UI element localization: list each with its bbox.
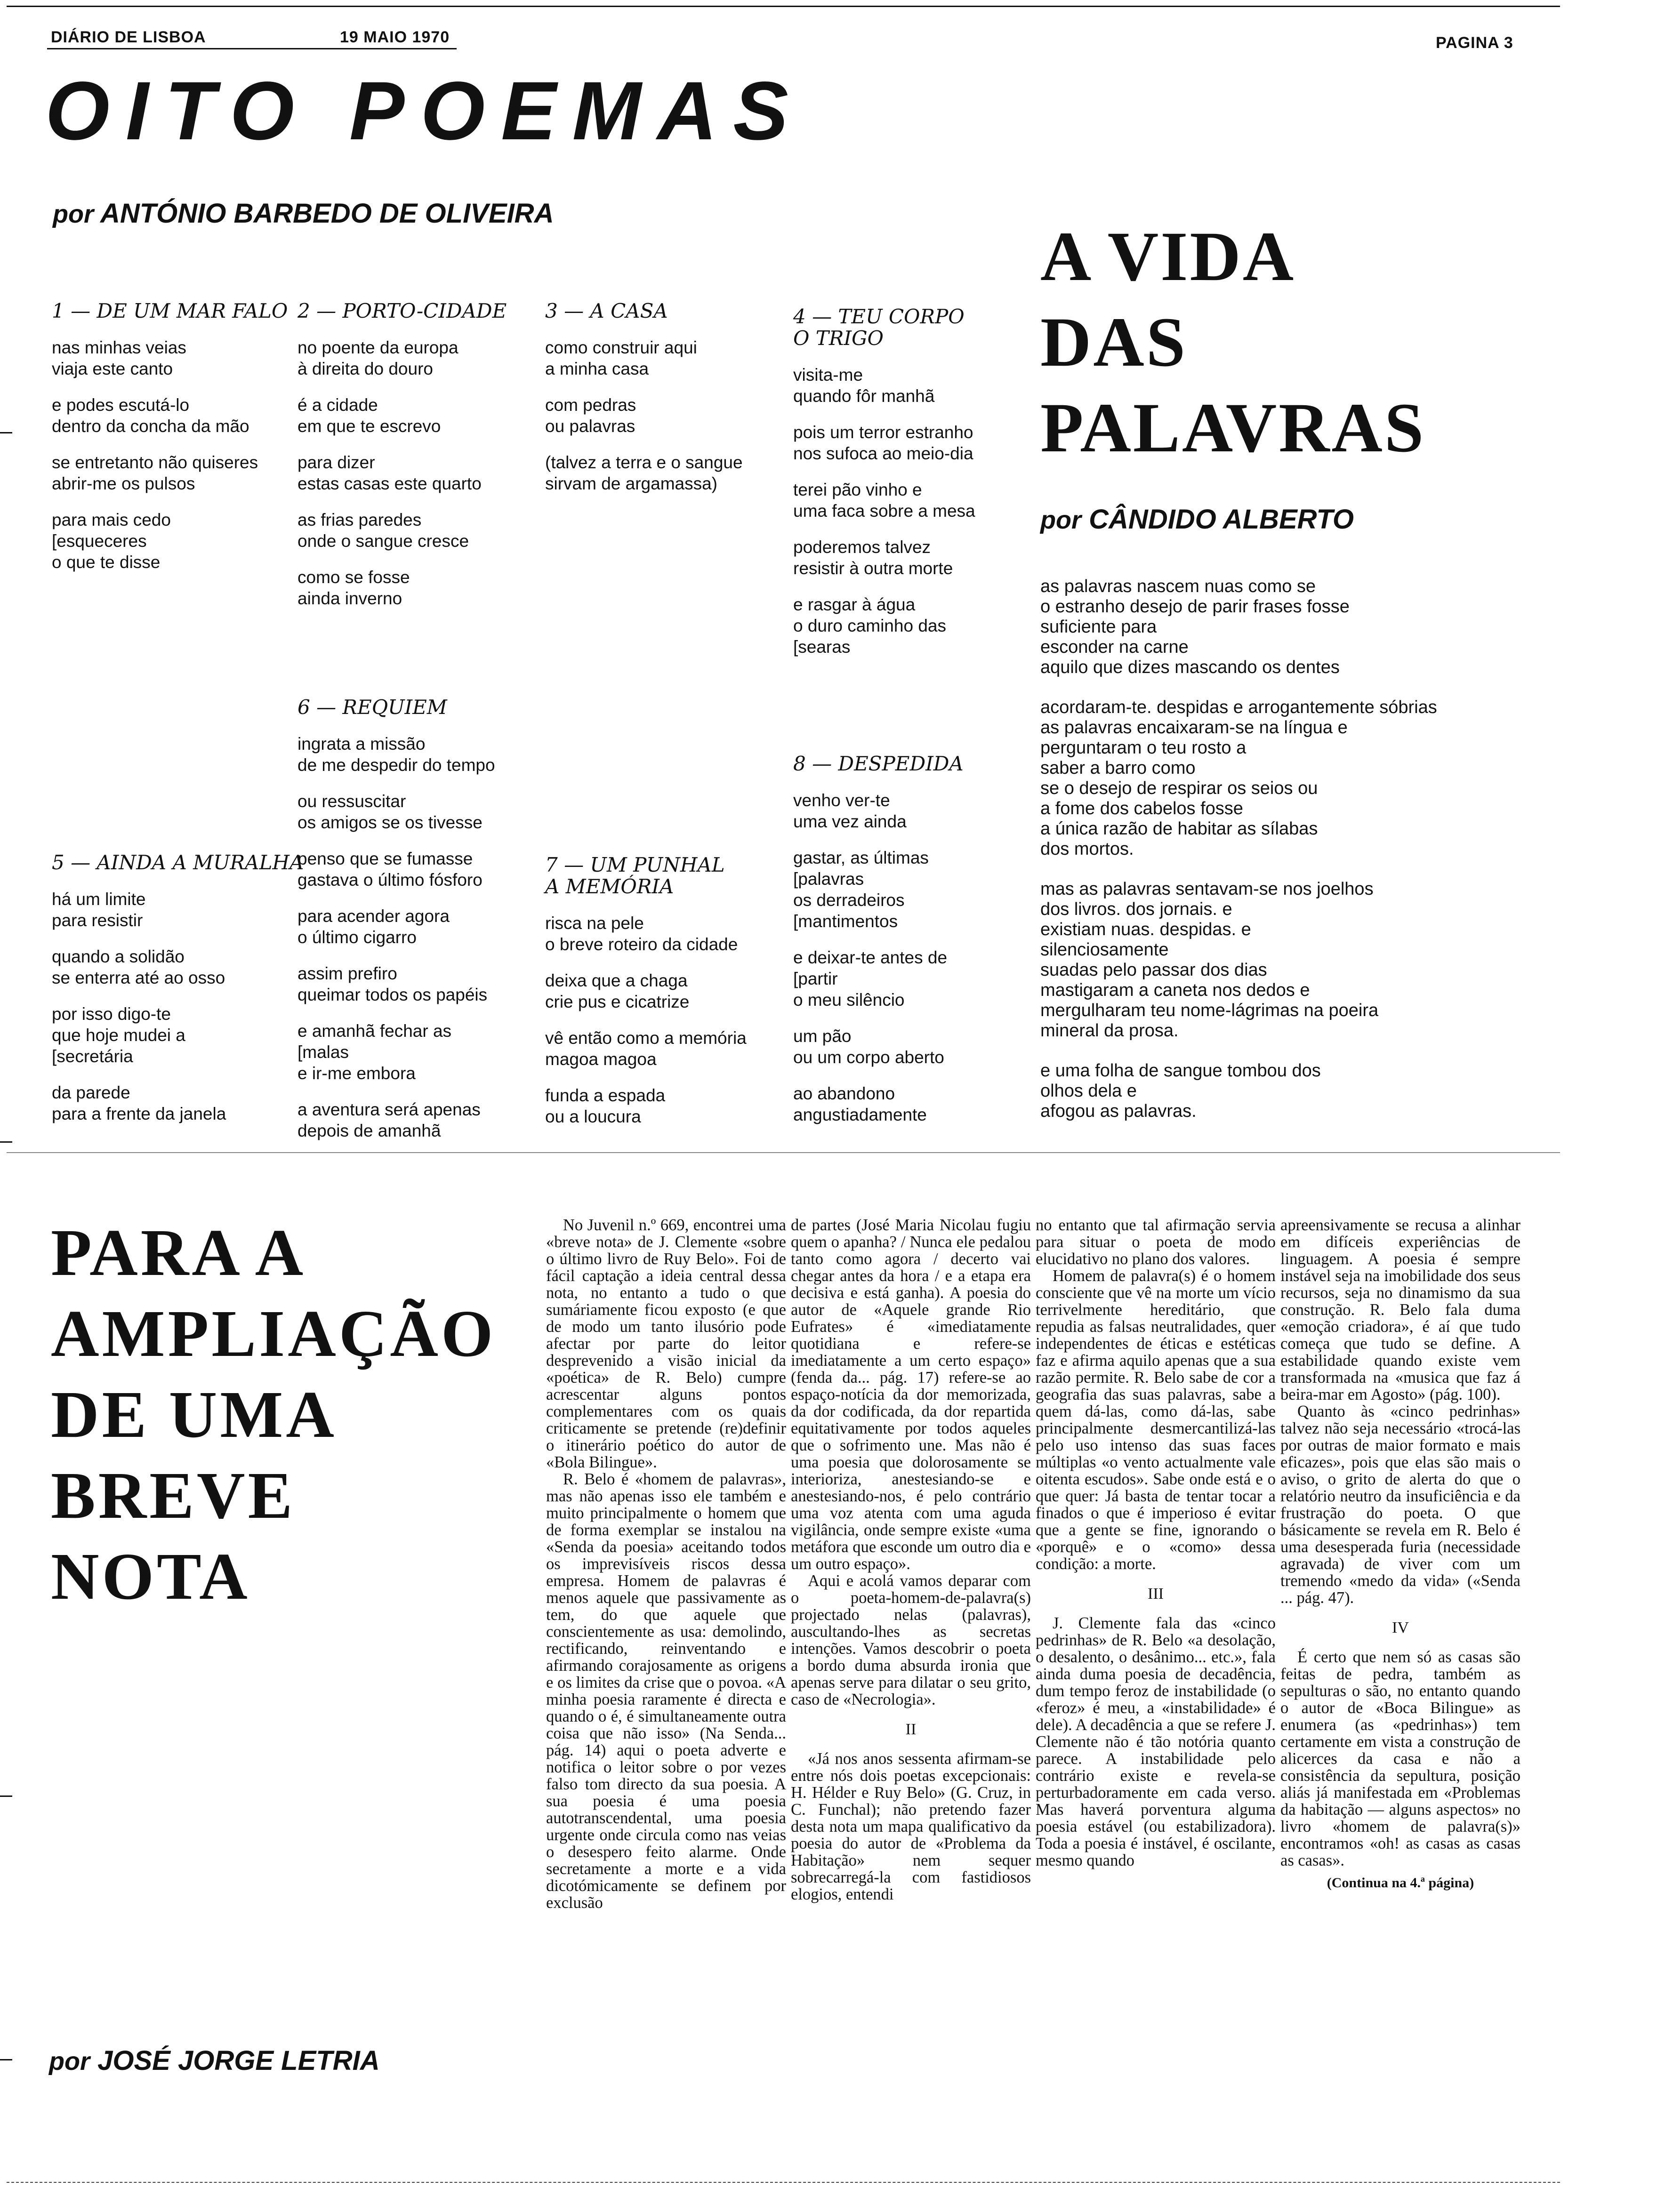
- poem-title: 4 — TEU CORPO O TRIGO: [793, 305, 965, 350]
- vida-palavras-byline: [1040, 504, 1354, 535]
- margin-mark: [0, 1141, 12, 1143]
- vida-stanza: e uma folha de sangue tombou dos olhos dela e afogou as palavras.: [1040, 1061, 1321, 1121]
- section-number: III: [1148, 1585, 1164, 1603]
- poem-stanza: ao abandono angustiadamente: [793, 1084, 927, 1124]
- poem-stanza: para dizer estas casas este quarto: [298, 453, 482, 493]
- poem-stanza: e podes escutá-lo dentro da concha da mão: [52, 395, 249, 436]
- article-paragraph: No Juvenil n.º 669, encontrei uma «breve nota» de J. Clemente «sobre o último livro de Ruy Belo». Foi de fácil captação a ideia central dessa nota, no entanto a tudo o que sumáriamente ficou exposto (e que de modo um tanto ilusório pode afectar por parte do leitor desprevenido a visão inicial da «poética» de R. Belo) cumpre acrescentar alguns pontos complementares com os quais criticamente se pretende (re)definir o itinerário poético do autor de «Bola Bilingue».: [546, 1216, 786, 1471]
- masthead-date: 19 MAIO 1970: [340, 28, 450, 46]
- continuation-note: (Continua na 4.ª página): [1327, 1875, 1474, 1891]
- poem-5: [52, 852, 306, 1124]
- article-paragraph: apreensivamente se recusa a alinhar em difíceis experiências de linguagem. A poesia é sempre instável seja na imobilidade dos seus recursos, seja no dinamismo da sua construção. R. Belo fala duma «emoção criadora», é aí que tudo começa que tudo se define. A estabilidade quando existe vem transformada na «musica que faz á beira-mar em Agosto» (pág. 100).: [1280, 1216, 1520, 1403]
- bottom-rule: [7, 2182, 1560, 2184]
- ampliacao-line-3: DE UMA: [51, 1377, 337, 1451]
- poem-stanza: a aventura será apenas depois de amanhã: [298, 1100, 481, 1140]
- section-number: II: [905, 1721, 917, 1738]
- poem-stanza: como se fosse ainda inverno: [298, 568, 410, 608]
- article-paragraph: Homem de palavra(s) é o homem consciente que vê na morte um vício terrivelmente hereditário, que repudia as falsas neutralidades, quer independentes de éticas e estéticas faz e afirma aquilo apenas que a sua razão permite. R. Belo sabe de cor a geografia das suas palavras, sabe a quem dá-las, como dá-las, sabe principalmente desmercantilizá-las pelo uso intenso das suas faces múltiplas «o vento actualmente vale oitenta escudos». Sabe onde está e o que quer: Já basta de tentar tocar a finados o que é imperioso é evitar que a gente se fine, ignorando o «porquê» e o «como» dessa condição: a morte.: [1036, 1267, 1276, 1573]
- poem-stanza: e rasgar à água o duro caminho das [searas: [793, 595, 946, 657]
- poem-2: [298, 300, 552, 609]
- poem-stanza: quando a solidão se enterra até ao osso: [52, 947, 225, 987]
- article-paragraph: É certo que nem só as casas são feitas de pedra, também as sepulturas o são, no entanto quando o autor de «Boca Bilingue» as enumera (as «pedrinhas») tem certamente em vista a construção de alicerces da casa e não a consistência da sepultura, posição aliás já manifestada em «Problemas da habitação — alguns aspectos» no livro «homem de palavra(s)» encontramos «oh! as casas as casas as casas».: [1280, 1648, 1520, 1869]
- masthead-paper-name: DIÁRIO DE LISBOA: [51, 28, 206, 46]
- article-paragraph: J. Clemente fala das «cinco pedrinhas» de R. Belo «a desolação, o desalento, o desânimo... etc.», fala ainda duma poesia de decadência, dum tempo feroz de instabilidade (o «feroz» é meu, a «instabilidade» é dele). A decadência a que se refere J. Clemente não é tão notória quanto parece. A instabilidade pelo contrário existe e revela-se perturbadoramente em cada verso. Mas haverá porventura alguma poesia estável (ou estabilizadora). Toda a poesia é instável, é oscilante, mesmo quando: [1036, 1614, 1276, 1869]
- poem-title: 5 — AINDA A MURALHA: [52, 851, 304, 874]
- poem-stanza: no poente da europa à direita do douro: [298, 338, 458, 378]
- poem-stanza: para acender agora o último cigarro: [298, 906, 450, 947]
- byline-prefix: por: [53, 200, 94, 228]
- vida-title-line-2: DAS: [1040, 303, 1188, 381]
- poem-stanza: penso que se fumasse gastava o último fósforo: [298, 849, 483, 890]
- poem-title: 7 — UM PUNHAL A MEMÓRIA: [545, 853, 725, 898]
- poem-stanza: ou ressuscitar os amigos se os tivesse: [298, 792, 483, 832]
- vida-stanza: acordaram-te. despidas e arrogantemente sóbrias as palavras encaixaram-se na língua e perguntaram o teu rosto a saber a barro como se o desejo de respirar os seios ou a fome dos cabelos fosse a única razão de habitar as sílabas dos mortos.: [1040, 697, 1437, 859]
- poem-stanza: nas minhas veias viaja este canto: [52, 338, 186, 378]
- section-number: IV: [1392, 1619, 1409, 1636]
- ampliacao-line-1: PARA A: [51, 1215, 306, 1290]
- article-paragraph: Quanto às «cinco pedrinhas» talvez não seja necessário «trocá-las por outras de maior formato e mais eficazes», pois que elas são mais o aviso, o grito de alerta do que o relatório neutro da insuficiência e da frustração do poeta. O que básicamente se revela em R. Belo é uma desesperada furia (necessidade agravada) de viver com um tremendo «medo da vida» («Senda ... pág. 47).: [1280, 1403, 1520, 1607]
- vida-stanza: mas as palavras sentavam-se nos joelhos dos livros. dos jornais. e existiam nuas. despidas. e silenciosamente suadas pelo passar dos dias mastigaram a caneta nos dedos e mergulharam teu nome-lágrimas na poeira mineral da prosa.: [1040, 879, 1379, 1041]
- poem-stanza: funda a espada ou a loucura: [545, 1086, 666, 1126]
- ampliacao-line-2: AMPLIAÇÃO: [51, 1296, 496, 1370]
- oito-poemas-title: OITO POEMAS: [45, 65, 804, 157]
- poem-8: [793, 753, 1047, 1125]
- poem-stanza: visita-me quando fôr manhã: [793, 365, 935, 406]
- article-paragraph: no entanto que tal afirmação servia para situar o poeta de modo elucidativo no plano dos valores.: [1036, 1216, 1276, 1268]
- ampliacao-headline: [51, 1215, 496, 1617]
- article-column-1: [546, 1217, 786, 1911]
- poem-stanza: poderemos talvez resistir à outra morte: [793, 537, 953, 578]
- poem-title: 8 — DESPEDIDA: [793, 752, 964, 775]
- poem-stanza: e deixar-te antes de [partir o meu silêncio: [793, 948, 948, 1010]
- article-column-4: [1280, 1217, 1520, 1891]
- poem-stanza: há um limite para resistir: [52, 890, 146, 930]
- poem-stanza: pois um terror estranho nos sufoca ao meio-dia: [793, 423, 973, 463]
- poem-title: 2 — PORTO-CIDADE: [298, 299, 507, 322]
- top-rule: [7, 6, 1560, 7]
- poem-7: [545, 854, 799, 1127]
- poem-stanza: é a cidade em que te escrevo: [298, 395, 441, 436]
- masthead-page-number: PAGINA 3: [1436, 34, 1513, 52]
- vida-title-line-1: A VIDA: [1040, 217, 1296, 296]
- poem-stanza: por isso digo-te que hoje mudei a [secretária: [52, 1004, 185, 1066]
- poem-stanza: com pedras ou palavras: [545, 395, 636, 436]
- poem-3: [545, 300, 799, 494]
- vida-palavras-headline: [1040, 217, 1426, 477]
- poem-stanza: se entretanto não quiseres abrir-me os pulsos: [52, 453, 258, 493]
- vida-stanza: as palavras nascem nuas como se o estranho desejo de parir frases fosse suficiente para esconder na carne aquilo que dizes mascando os dentes: [1040, 577, 1350, 677]
- ampliacao-line-5: NOTA: [51, 1539, 250, 1613]
- poem-title: 3 — A CASA: [545, 299, 668, 322]
- poem-stanza: assim prefiro queimar todos os papéis: [298, 964, 488, 1004]
- ampliacao-byline-author: JOSÉ JORGE LETRIA: [97, 2045, 380, 2076]
- poem-stanza: vê então como a memória magoa magoa: [545, 1028, 747, 1069]
- vida-byline-prefix: por: [1040, 506, 1081, 534]
- vida-title-line-3: PALAVRAS: [1040, 389, 1426, 467]
- poem-4: [793, 306, 1047, 657]
- poem-stanza: risca na pele o breve roteiro da cidade: [545, 914, 738, 954]
- article-paragraph: de partes (José Maria Nicolau fugiu quem o apanha? / Nunca ele pedalou tanto como agora / decerto vai chegar antes da hora / e a etapa era decisiva e está ganha). A poesia do autor de «Aquele grande Rio Eufrates» é «imediatamente quotidiana e refere-se imediatamente a um certo espaço» (fenda da... pág. 17) refere-se ao espaço-notícia da dor memorizada, da dor codificada, da dor repartida equitativamente por todos aqueles que o sofrimento une. Mas não é uma poesia que dolorosamente se interioriza, anestesiando-se e anestesiando-nos, é pelo contrário uma voz atenta com uma aguda vigilância, onde sempre existe «uma metáfora que esconde um outro dia e um outro espaço».: [791, 1216, 1031, 1573]
- article-paragraph: R. Belo é «homem de palavras», mas não apenas isso ele também e muito principalmente o homem que de forma exemplar se instalou na «Senda da poesia» aceitando todos os imprevisíveis riscos dessa empresa. Homem de palavras é menos aquele que passivamente as tem, do que aquele que conscientemente as usa: demolindo, rectificando, reinventando e afirmando corajosamente as origens e os limites da crise que o povoa. «A minha poesia raramente é directa e quando o é, é simultaneamente outra coisa que não isso» (Na Senda... pág. 14) aqui o poeta adverte e notifica o leitor sobre o por vezes falso tom directo da sua poesia. A sua poesia é uma poesia autotranscendental, uma poesia urgente onde circula como nas veias o desespero feito alarme. Onde secretamente a morte e a vida dicotómicamente se definem por exclusão: [546, 1470, 786, 1912]
- poem-stanza: ingrata a missão de me despedir do tempo: [298, 734, 495, 775]
- margin-mark: [0, 432, 12, 433]
- poem-stanza: gastar, as últimas [palavras os derradeiros [mantimentos: [793, 848, 929, 931]
- ampliacao-byline-prefix: por: [49, 2047, 90, 2076]
- poem-stanza: da parede para a frente da janela: [52, 1083, 226, 1123]
- vida-byline-author: CÂNDIDO ALBERTO: [1089, 504, 1354, 535]
- poem-stanza: (talvez a terra e o sangue sirvam de argamassa): [545, 453, 743, 493]
- masthead-rule: [47, 48, 457, 49]
- ampliacao-line-4: BREVE: [51, 1458, 296, 1532]
- poem-stanza: e amanhã fechar as [malas e ir-me embora: [298, 1021, 452, 1083]
- article-paragraph: «Já nos anos sessenta afirmam-se entre nós dois poetas excepcionais: H. Hélder e Ruy Belo» (G. Cruz, in C. Funchal); não pretendo fazer desta nota um mapa qualificativo da poesia do autor de «Problema da Habitação» nem sequer sobrecarregá-la com fastidiosos elogios, entendi: [791, 1750, 1031, 1903]
- poem-stanza: venho ver-te uma vez ainda: [793, 791, 907, 831]
- poem-stanza: para mais cedo [esqueceres o que te disse: [52, 510, 171, 572]
- section-divider: [7, 1152, 1560, 1153]
- article-column-3: [1036, 1217, 1276, 1869]
- margin-mark: [0, 2059, 12, 2060]
- poem-stanza: as frias paredes onde o sangue cresce: [298, 510, 469, 551]
- article-column-2: [791, 1217, 1031, 1903]
- poem-title: 6 — REQUIEM: [298, 696, 447, 719]
- margin-mark: [0, 1795, 12, 1797]
- byline-author: ANTÓNIO BARBEDO DE OLIVEIRA: [100, 198, 554, 229]
- poem-stanza: terei pão vinho e uma faca sobre a mesa: [793, 480, 975, 521]
- oito-poemas-byline: [53, 198, 554, 229]
- poem-title: 1 — DE UM MAR FALO: [52, 299, 288, 322]
- poem-stanza: um pão ou um corpo aberto: [793, 1026, 944, 1067]
- article-paragraph: Aqui e acolá vamos deparar com o poeta-homem-de-palavra(s) projectado nelas (palavras), auscultando-lhes as secretas intenções. Vamos descobrir o poeta a bordo duma absurda ironia que apenas serve para dilatar o seu grito, caso de «Necrologia».: [791, 1572, 1031, 1708]
- ampliacao-byline: [49, 2045, 380, 2076]
- poem-stanza: como construir aqui a minha casa: [545, 338, 697, 378]
- poem-stanza: deixa que a chaga crie pus e cicatrize: [545, 971, 690, 1011]
- poem-6: [298, 697, 552, 1141]
- vida-palavras-poem: [1040, 577, 1558, 1141]
- poem-1: [52, 300, 306, 573]
